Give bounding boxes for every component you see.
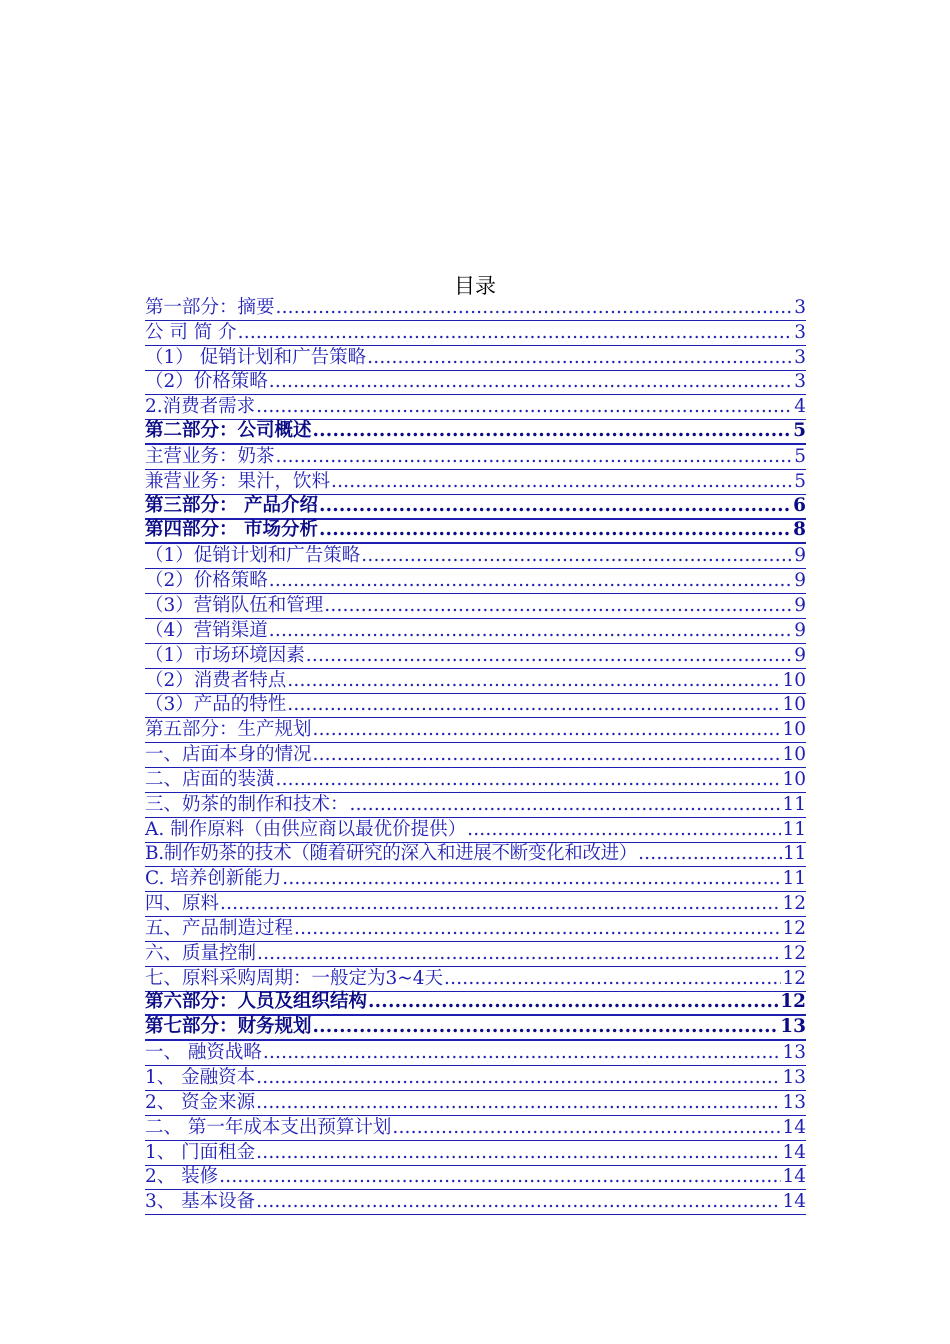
- toc-entry[interactable]: [145, 1141, 806, 1166]
- toc-entry-label: 第三部分： 产品介绍: [145, 494, 318, 516]
- toc-entry-page: 12: [782, 942, 806, 964]
- toc-entry[interactable]: [145, 619, 806, 644]
- toc-dot-leader: [238, 321, 794, 345]
- toc-dot-leader: [313, 1015, 780, 1039]
- toc-dot-leader: [350, 793, 782, 817]
- toc-entry[interactable]: [145, 1166, 806, 1191]
- toc-dot-leader: [256, 1141, 781, 1165]
- toc-entry-page: 3: [794, 296, 806, 318]
- toc-dot-leader: [319, 494, 792, 518]
- toc-entry-label: A. 制作原料（由供应商以最优价提供）: [145, 818, 467, 840]
- toc-entry[interactable]: [145, 594, 806, 619]
- toc-entry-page: 11: [782, 868, 806, 890]
- toc-entry-page: 11: [783, 843, 806, 865]
- toc-entry-page: 12: [780, 991, 806, 1013]
- toc-dot-leader: [256, 395, 793, 419]
- toc-entry[interactable]: [145, 793, 806, 818]
- toc-dot-leader: [276, 768, 782, 792]
- toc-entry[interactable]: [145, 569, 806, 594]
- toc-entry[interactable]: [145, 843, 806, 868]
- toc-entry-page: 14: [782, 1191, 806, 1213]
- toc-entry-page: 12: [782, 893, 806, 915]
- toc-dot-leader: [256, 1091, 781, 1115]
- toc-entry-page: 3: [794, 371, 806, 393]
- toc-dot-leader: [269, 569, 793, 593]
- toc-entry-page: 3: [794, 346, 806, 368]
- toc-entry-label: （2）消费者特点: [145, 669, 287, 691]
- table-of-contents: [145, 296, 806, 1215]
- toc-entry-label: （3）营销队伍和管理: [145, 594, 324, 616]
- toc-dot-leader: [444, 967, 781, 991]
- toc-dot-leader: [287, 669, 781, 693]
- toc-entry-label: 二、 第一年成本支出预算计划: [145, 1116, 392, 1138]
- toc-dot-leader: [256, 1066, 781, 1090]
- toc-dot-leader: [269, 370, 793, 394]
- toc-dot-leader: [276, 296, 794, 320]
- toc-entry[interactable]: [145, 743, 806, 768]
- toc-entry-label: 兼营业务：果汁，饮料: [145, 470, 331, 492]
- toc-entry-label: 3、 基本设备: [145, 1191, 256, 1213]
- toc-dot-leader: [638, 842, 782, 866]
- toc-dot-leader: [467, 818, 781, 842]
- toc-entry-page: 14: [782, 1116, 806, 1138]
- toc-entry[interactable]: [145, 967, 806, 992]
- toc-entry-page: 9: [794, 619, 806, 641]
- toc-entry-page: 10: [782, 669, 806, 691]
- toc-entry-label: （1）市场环境因素: [145, 644, 305, 666]
- toc-entry[interactable]: [145, 520, 806, 545]
- toc-entry[interactable]: [145, 718, 806, 743]
- toc-entry[interactable]: [145, 1016, 806, 1041]
- toc-entry-label: 三、奶茶的制作和技术：: [145, 793, 349, 815]
- toc-entry[interactable]: [145, 892, 806, 917]
- toc-entry-label: 第二部分：公司概述: [145, 420, 312, 442]
- toc-entry-label: 二、店面的装潢: [145, 768, 275, 790]
- toc-dot-leader: [367, 346, 793, 370]
- toc-dot-leader: [276, 445, 794, 469]
- toc-entry-label: B.制作奶茶的技术（随着研究的深入和进展不断变化和改进）: [145, 843, 638, 865]
- toc-dot-leader: [287, 693, 781, 717]
- toc-entry[interactable]: [145, 942, 806, 967]
- toc-entry-page: 9: [794, 545, 806, 567]
- toc-entry-page: 3: [794, 321, 806, 343]
- toc-dot-leader: [256, 1190, 781, 1214]
- toc-entry[interactable]: [145, 1066, 806, 1091]
- toc-entry-label: （4）营销渠道: [145, 619, 268, 641]
- toc-entry-page: 5: [793, 420, 806, 442]
- toc-entry-label: （2）价格策略: [145, 371, 268, 393]
- toc-dot-leader: [313, 419, 793, 443]
- toc-entry-page: 13: [782, 1091, 806, 1113]
- toc-dot-leader: [306, 644, 793, 668]
- toc-entry[interactable]: [145, 1116, 806, 1141]
- toc-dot-leader: [368, 990, 779, 1014]
- toc-entry-page: 13: [780, 1016, 806, 1038]
- toc-entry-page: 13: [782, 1042, 806, 1064]
- toc-entry-page: 11: [782, 793, 806, 815]
- toc-entry-label: 一、店面本身的情况: [145, 744, 312, 766]
- toc-entry-label: 七、原料采购周期：一般定为3~4天: [145, 967, 444, 989]
- toc-entry-label: 2、 资金来源: [145, 1091, 256, 1113]
- toc-dot-leader: [331, 470, 793, 494]
- toc-entry-label: 第五部分：生产规划: [145, 719, 312, 741]
- toc-entry[interactable]: [145, 669, 806, 694]
- toc-entry-label: （3）产品的特性: [145, 694, 287, 716]
- toc-entry-page: 10: [782, 744, 806, 766]
- toc-entry[interactable]: [145, 992, 806, 1017]
- toc-entry-page: 10: [782, 694, 806, 716]
- toc-entry-label: 2.消费者需求: [145, 396, 256, 418]
- toc-dot-leader: [361, 544, 793, 568]
- toc-dot-leader: [220, 892, 781, 916]
- toc-entry[interactable]: [145, 818, 806, 843]
- toc-dot-leader: [263, 1041, 782, 1065]
- toc-dot-leader: [294, 917, 781, 941]
- toc-entry[interactable]: [145, 1041, 806, 1066]
- toc-entry-label: 1、 金融资本: [145, 1067, 256, 1088]
- toc-entry-page: 10: [782, 719, 806, 741]
- toc-entry-page: 10: [782, 768, 806, 790]
- toc-entry-page: 5: [794, 470, 806, 492]
- toc-entry-label: 1、 门面租金: [145, 1141, 256, 1163]
- toc-entry[interactable]: [145, 917, 806, 942]
- toc-entry-label: 2、 装修: [145, 1166, 219, 1188]
- toc-entry-page: 14: [782, 1166, 806, 1188]
- toc-entry[interactable]: [145, 867, 806, 892]
- toc-entry[interactable]: [145, 1091, 806, 1116]
- toc-entry-label: （1）促销计划和广告策略: [145, 545, 361, 567]
- toc-entry-label: 主营业务：奶茶: [145, 445, 275, 467]
- toc-entry-label: 公 司 简 介: [145, 321, 237, 343]
- toc-dot-leader: [269, 619, 793, 643]
- toc-entry-label: 一、 融资战略: [145, 1042, 262, 1064]
- toc-title: 目录: [454, 274, 496, 298]
- toc-entry-label: 五、产品制造过程: [145, 917, 294, 939]
- toc-entry-page: 9: [794, 570, 806, 592]
- toc-entry[interactable]: [145, 371, 806, 396]
- toc-entry-page: 9: [794, 644, 806, 666]
- toc-entry[interactable]: [145, 694, 806, 719]
- toc-entry[interactable]: [145, 395, 806, 420]
- toc-entry-label: 第七部分：财务规划: [145, 1016, 312, 1038]
- toc-entry-label: 第四部分： 市场分析: [145, 519, 318, 541]
- toc-entry-page: 13: [782, 1067, 806, 1088]
- toc-entry[interactable]: [145, 470, 806, 495]
- toc-dot-leader: [257, 942, 781, 966]
- toc-entry-label: 第一部分：摘要: [145, 296, 275, 318]
- toc-entry[interactable]: [145, 768, 806, 793]
- toc-entry-label: 六、质量控制: [145, 942, 257, 964]
- toc-entry-page: 5: [794, 445, 806, 467]
- toc-entry-page: 11: [782, 818, 806, 840]
- toc-dot-leader: [319, 518, 792, 542]
- toc-dot-leader: [219, 1165, 781, 1189]
- toc-entry-page: 8: [793, 519, 806, 541]
- toc-entry-page: 6: [793, 494, 806, 516]
- toc-entry[interactable]: [145, 1190, 806, 1215]
- toc-entry-label: （1） 促销计划和广告策略: [145, 346, 367, 368]
- toc-entry[interactable]: [145, 495, 806, 520]
- toc-entry[interactable]: [145, 644, 806, 669]
- toc-entry-page: 9: [794, 594, 806, 616]
- toc-dot-leader: [313, 743, 782, 767]
- toc-entry-page: 12: [782, 967, 806, 989]
- toc-entry-page: 14: [782, 1141, 806, 1163]
- toc-dot-leader: [392, 1116, 781, 1140]
- toc-entry[interactable]: [145, 321, 806, 346]
- toc-entry[interactable]: [145, 445, 806, 470]
- toc-entry-page: 12: [782, 917, 806, 939]
- toc-dot-leader: [313, 718, 782, 742]
- toc-entry-label: C. 培养创新能力: [145, 868, 282, 890]
- toc-entry-label: 第六部分：人员及组织结构: [145, 991, 368, 1013]
- toc-dot-leader: [282, 867, 781, 891]
- toc-entry-page: 4: [794, 396, 806, 418]
- toc-entry[interactable]: [145, 544, 806, 569]
- toc-entry[interactable]: [145, 346, 806, 371]
- toc-dot-leader: [324, 594, 793, 618]
- toc-entry[interactable]: [145, 296, 806, 321]
- toc-entry-label: （2）价格策略: [145, 570, 268, 592]
- toc-entry[interactable]: [145, 420, 806, 445]
- toc-entry-label: 四、原料: [145, 893, 220, 915]
